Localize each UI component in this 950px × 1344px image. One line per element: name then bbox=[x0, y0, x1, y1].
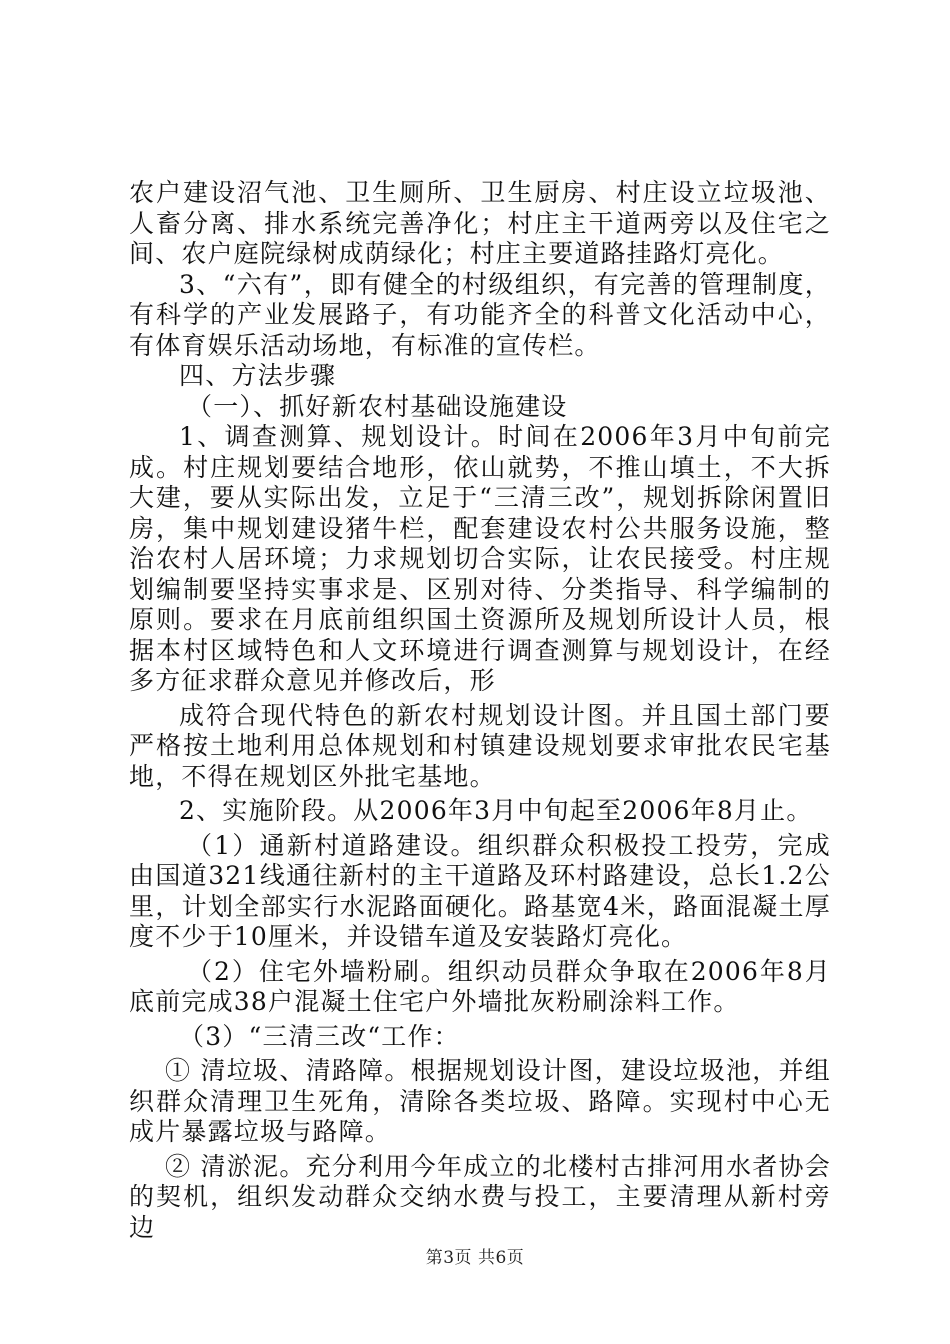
paragraph-sanitation: 农户建设沼气池、卫生厕所、卫生厨房、村庄设立垃圾池、人畜分离、排水系统完善净化；村庄主干道两旁以及住宅之间、农户庭院绿树成荫绿化；村庄主要道路挂路灯亮化。 bbox=[129, 178, 831, 268]
paragraph-wall-painting: （2）住宅外墙粉刷。组织动员群众争取在2006年8月底前完成38户混凝土住宅户外墙批灰粉刷涂料工作。 bbox=[129, 956, 831, 1016]
paragraph-planning-continued: 成符合现代特色的新农村规划设计图。并且国土部门要严格按土地利用总体规划和村镇建设规划要求审批农民宅基地，不得在规划区外批宅基地。 bbox=[129, 700, 831, 791]
document-body bbox=[129, 178, 831, 1243]
paragraph-three-clean: （3）“三清三改“工作： bbox=[179, 1021, 460, 1051]
paragraph-implementation: 2、实施阶段。从2006年3月中旬起至2006年8月止。 bbox=[179, 796, 813, 825]
paragraph-clean-garbage: ① 清垃圾、清路障。根据规划设计图，建设垃圾池，并组织群众清理卫生死角，清除各类垃圾、路障。实现村中心无成片暴露垃圾与路障。 bbox=[129, 1056, 831, 1146]
subsection-heading-infrastructure: （一）、抓好新农村基础设施建设 bbox=[187, 391, 568, 421]
page-footer: 第3页 共6页 bbox=[425, 1248, 525, 1268]
paragraph-road-construction: （1）通新村道路建设。组织群众积极投工投劳，完成由国道321线通往新村的主干道路及环村路建设，总长1.2公里，计划全部实行水泥路面硬化。路基宽4米，路面混凝土厚度不少于10厘米，并设错车道及安装路灯亮化。 bbox=[129, 830, 831, 951]
paragraph-six-haves: 3、“六有”，即有健全的村级组织，有完善的管理制度，有科学的产业发展路子，有功能齐全的科普文化活动中心，有体育娱乐活动场地，有标准的宣传栏。 bbox=[129, 269, 831, 360]
paragraph-clean-silt: ② 清淤泥。充分利用今年成立的北楼村古排河用水者协会的契机，组织发动群众交纳水费与投工，主要清理从新村旁边 bbox=[129, 1151, 831, 1242]
paragraph-survey-planning: 1、调查测算、规划设计。时间在2006年3月中旬前完成。村庄规划要结合地形，依山就势，不推山填土，不大拆大建，要从实际出发，立足于“三清三改”，规划拆除闲置旧房，集中规划建设猪牛栏，配套建设农村公共服务设施，整治农村人居环境；力求规划切合实际，让农民接受。村庄规划编制要坚持实事求是、区别对待、分类指导、科学编制的原则。要求在月底前组织国土资源所及规划所设计人员，根据本村区域特色和人文环境进行调查测算与规划设计，在经多方征求群众意见并修改后，形 bbox=[129, 422, 831, 695]
section-heading-methods: 四、方法步骤 bbox=[179, 361, 337, 390]
